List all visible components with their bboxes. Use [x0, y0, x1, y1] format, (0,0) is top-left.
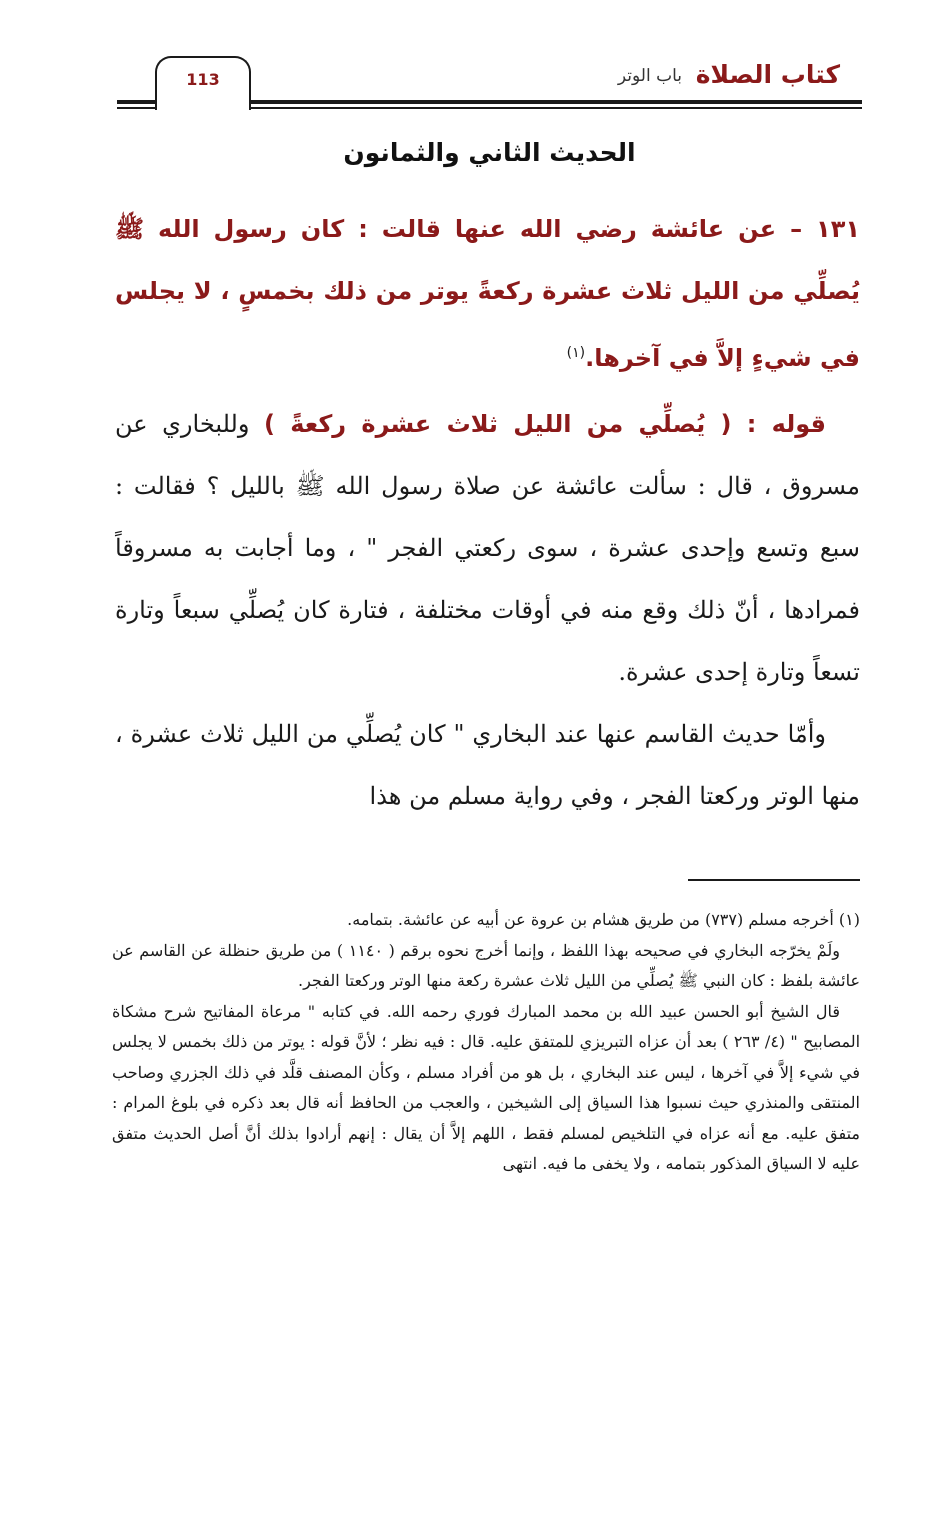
section-heading: الحديث الثاني والثمانون [343, 138, 636, 167]
hadith-text [115, 198, 860, 389]
footnote-1: (١) أخرجه مسلم (٧٣٧) من طريق هشام بن عروة عن أبيه عن عائشة. بتمامه. [347, 910, 860, 929]
commentary-body: وللبخاري عن مسروق ، قال : سألت عائشة عن صلاة رسول الله ﷺ بالليل ؟ فقالت : سبع وتسع وإحدى عشرة ، سوى ركعتي الفجر " ، وما أجابت به مسروقاً فمرادها ، أنّ ذلك وقع منه في أوقات مختلفة ، فتارة كان يُصلِّي سبعاً وتارة تسعاً وتارة إحدى عشرة. [115, 410, 860, 686]
footnotes [112, 905, 860, 1180]
hadith-body: ١٣١ – عن عائشة رضي الله عنها قالت : كان رسول الله ﷺ يُصلِّي من الليل ثلاث عشرة ركعةً يوتر من ذلك بخمسٍ ، لا يجلس في شيءٍ إلاَّ في آخرها. [115, 215, 860, 372]
main-text [115, 198, 860, 827]
book-title: كتاب الصلاة [695, 60, 840, 89]
commentary-paragraph-2: وأمّا حديث القاسم عنها عند البخاري " كان يُصلِّي من الليل ثلاث عشرة ، منها الوتر وركعتا الفجر ، وفي رواية مسلم من هذا [115, 720, 860, 810]
chapter-title: باب الوتر [617, 66, 682, 86]
page-number-tab [155, 56, 251, 110]
commentary-paragraph [115, 393, 860, 703]
commentary-quote: قوله : ( يُصلِّي من الليل ثلاث عشرة ركعةً ) [263, 410, 826, 438]
footnote-separator [688, 879, 860, 881]
page-number: 113 [186, 70, 220, 89]
footnote-note-bukhari: ولَمْ يخرّجه البخاري في صحيحه بهذا اللفظ ، وإنما أخرج نحوه برقم ( ١١٤٠ ) من طريق حنظلة عن القاسم عن عائشة بلفظ : كان النبي ﷺ يُصلِّي من الليل ثلاث عشرة ركعة منها الوتر وركعتا الفجر. [112, 940, 860, 990]
page-header [117, 48, 862, 108]
footnote-reference: (١) [566, 345, 586, 361]
footnote-note-mubarakpuri: قال الشيخ أبو الحسن عبيد الله بن محمد المبارك فوري رحمه الله. في كتابه " مرعاة المفاتيح شرح مشكاة المصابيح " (٤/ ٢٦٣ ) بعد أن عزاه التبريزي للمتفق عليه. قال : فيه نظر ؛ لأنَّ قوله : يوتر من ذلك بخمس لا يجلس في شيء إلاَّ في آخرها ، ليس عند البخاري ، بل هو من أفراد مسلم ، وكأن المصنف قلَّد في ذلك الجزري وصاحب المنتقى والمنذري حيث نسبوا هذا السياق إلى الشيخين ، والعجب من الحافظ أنه قال بعد ذكره في بلوغ المرام : متفق عليه. مع أنه عزاه في التلخيص لمسلم فقط ، اللهم إلاَّ أن يقال : إنهم أرادوا بذلك أنَّ أصل الحديث متفق عليه لا السياق المذكور بتمامه ، ولا يخفى ما فيه. انتهى [112, 1001, 861, 1173]
